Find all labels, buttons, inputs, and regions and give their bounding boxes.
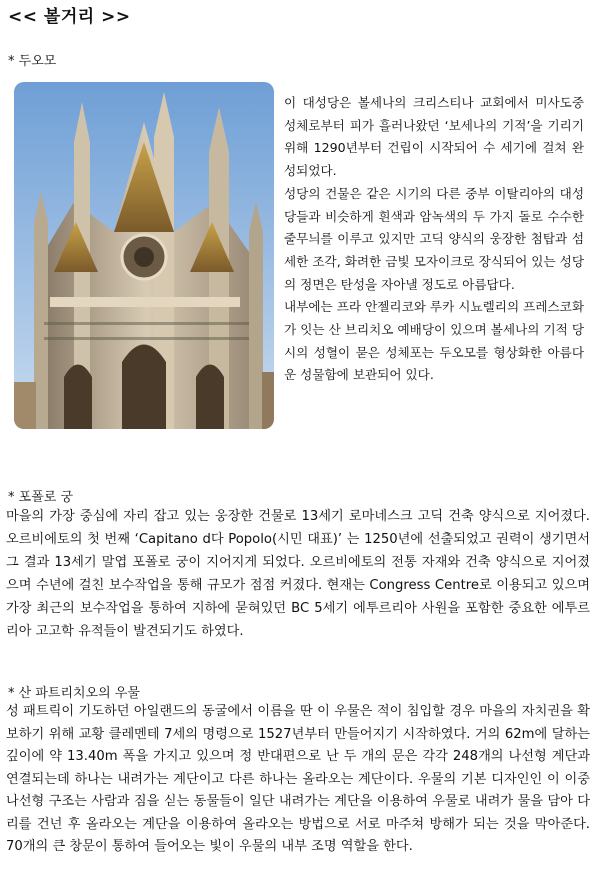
paragraph: 성당의 건물은 같은 시기의 다른 중부 이탈리아의 대성당들과 비슷하게 흰색과 암녹색의 두 가지 돌로 수수한 줄무늬를 이루고 있지만 고딕 양식의 웅장한 첨탑과 섬세한 조각, 화려한 금빛 모자이크로 장식되어 있는 성당의 정면은 탄성을 자아낼 정도로 아름답다. — [284, 185, 584, 292]
section-heading-duomo: * 두오모 — [8, 54, 57, 69]
paragraph: 이 대성당은 볼세나의 크리스티나 교회에서 미사도중 성체로부터 피가 흘러나왔던 ‘보세나의 기적’을 기리기 위해 1290년부터 건립이 시작되어 수 세기에 걸쳐 완성되었다. — [284, 95, 584, 179]
paragraph: 내부에는 프라 안젤리코와 루카 시뇨렐리의 프레스코화가 잇는 산 브리치오 예배당이 있으며 볼세나의 기적 당시의 성혈이 묻은 성체포는 두오모를 형상화한 아름다운 성물함에 보관되어 있다. — [284, 299, 584, 383]
duomo-description — [284, 92, 584, 387]
page-title: << 볼거리 >> — [8, 7, 131, 27]
well-description: 성 패트릭이 기도하던 아일랜드의 동굴에서 이름을 딴 이 우물은 적이 침입할 경우 마을의 자치권을 확보하기 위해 교황 클레멘테 7세의 명령으로 1527년부터 만들어지기 시작하였다. 거의 62m에 달하는 깊이에 약 13.40m 폭을 가지고 있으며 정 반대편으로 난 두 개의 문은 각각 248개의 나선형 계단과 연결되는데 하나는 내려가는 계단이고 다른 하나는 올라오는 계단이다. 우물의 기본 디자인인 이 이중 나선형 구조는 사람과 짐을 싣는 동물들이 일단 내려가는 계단을 이용하여 우물로 내려가 물을 담아 다리를 건넌 후 올라오는 계단을 이용하여 올라오는 방법으로 서로 마주쳐 방해가 되는 것을 막아준다. 70개의 큰 창문이 통하여 들어오는 빛이 우물의 내부 조명 역할을 한다. — [6, 704, 590, 854]
section-heading-popolo: * 포폴로 궁 — [8, 490, 73, 505]
section-heading-well: * 산 파트리치오의 우물 — [8, 686, 140, 701]
duomo-photo — [14, 82, 274, 429]
popolo-description: 마을의 가장 중심에 자리 잡고 있는 웅장한 건물로 13세기 로마네스크 고딕 건축 양식으로 지어졌다. 오르비에토의 첫 번째 ‘Capitano d다 Popolo(시민 대표)’ 는 1250년에 선출되었고 권력이 생기면서 그 결과 13세기 말엽 포폴로 궁이 지어지게 되었다. 오르비에토의 전통 자재와 건축 양식으로 지어졌으며 수년에 걸친 보수작업을 통해 규모가 점점 커졌다. 현재는 Congress Centre로 이용되고 있으며 가장 최근의 보수작업을 통하여 지하에 묻혀있던 BC 5세기 에투르리아 사원을 포함한 중요한 에투르리아 고고학 유적들이 발견되기도 하였다. — [6, 509, 590, 639]
